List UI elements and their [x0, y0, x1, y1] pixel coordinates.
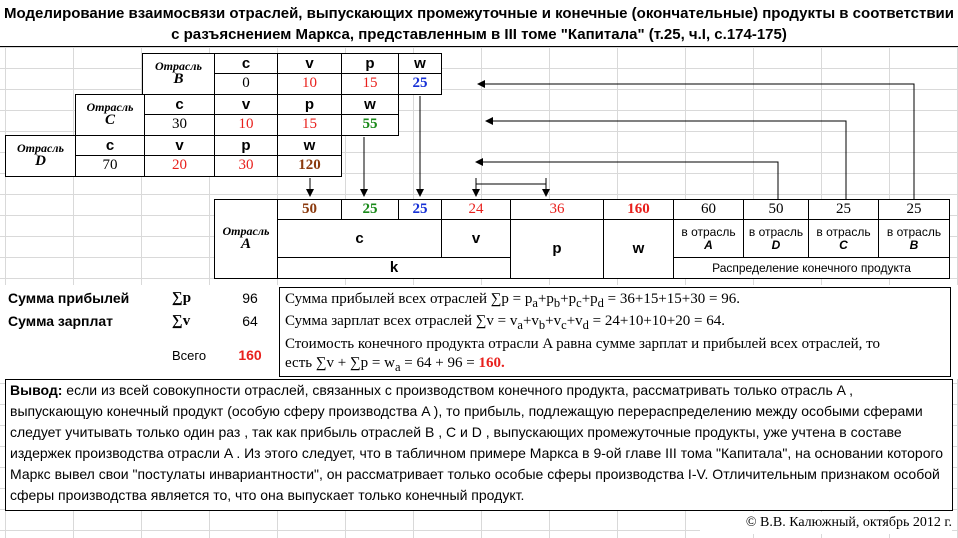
conclusion-text: если из всей совокупности отраслей, связанных с производством конечного продукта, рассматривать только отрасль A , выпускающую конечный продукт (особую сферу производства A ), то прибыль, подлежащую перераспределению между особыми сферами следует учитывать только один раз , так как прибыль отраслей B , C и D , выпускающих промежуточные продукты, уже учтена в составе издержек производства отрасли A . Из этого следует, что в табличном примере Маркса в 9-ой главе III тома "Капитала", на основании которого Маркс вывел свои "постулаты инвариантности", он рассматривает только особые сферы производства I-V. Отличительным признаком особой сферы производства является то, что она выпускает только конечный продукт. — [10, 382, 944, 503]
sector-a-top-6: 160 — [603, 199, 674, 220]
sector-d-value-c: 70 — [75, 155, 145, 177]
sector-d-header-w: w — [277, 135, 342, 156]
wage-sum-text: Сумма зарплат всех отраслей $\sum v = v_a+v_b+v_c+v_d = 24+10+10+20 = 64$. — [279, 310, 951, 334]
sector-a-top-5: 36 — [510, 199, 604, 220]
sector-a-top-10: 25 — [878, 199, 950, 220]
sector-a-top-9: 25 — [808, 199, 879, 220]
sector-a-top-2: 25 — [341, 199, 399, 220]
sector-c-value-p: 15 — [277, 114, 342, 136]
sector-b-name: B — [173, 71, 184, 88]
sector-a-top-4: 24 — [441, 199, 511, 220]
sector-a-k-label: k — [277, 257, 511, 279]
profit-sum-text: Сумма прибылей всех отраслей $\sum p = p_a+p_b+p_c+p_d = 36+15+15+30 = 96$. — [279, 287, 951, 311]
sector-c-label — [75, 94, 145, 136]
sector-c-header-p: p — [277, 94, 342, 115]
sector-b-header-p: p — [341, 53, 399, 74]
sector-d-value-w: 120 — [277, 155, 342, 177]
sector-b-header-v: v — [277, 53, 342, 74]
sector-b-label-word: Отрасль — [155, 58, 202, 73]
wage-sum-value: 64 — [242, 313, 258, 329]
sector-a-top-1: 50 — [277, 199, 342, 220]
arrow-a-to-b-row — [478, 84, 914, 199]
distribution-to-a — [673, 219, 744, 258]
sector-a-top-8: 50 — [743, 199, 809, 220]
sector-b-value-w: 25 — [398, 73, 442, 95]
sector-d-value-v: 20 — [144, 155, 215, 177]
distribution-to-c-name: C — [839, 237, 848, 252]
sector-b-value-v: 10 — [277, 73, 342, 95]
profit-sum-value: 96 — [242, 290, 258, 306]
sector-a-v-label: v — [441, 219, 511, 258]
copyright: © В.В. Калюжный, октябрь 2012 г. — [700, 512, 952, 534]
distribution-to-b — [878, 219, 950, 258]
profit-sum-label: Сумма прибылей — [8, 290, 130, 306]
sector-a-label — [214, 199, 278, 279]
sector-b-value-c: 0 — [214, 73, 278, 95]
sector-b-header-w: w — [398, 53, 442, 74]
sector-c-label-word: Отрасль — [86, 99, 134, 114]
sector-d-label-word: Отрасль — [17, 140, 64, 155]
total-text-result: 160. — [478, 355, 505, 371]
sector-d-name: D — [35, 153, 46, 170]
total-value: 160 — [238, 347, 262, 363]
wage-sum-label: Сумма зарплат — [8, 313, 114, 329]
conclusion-lead: Вывод: — [10, 382, 63, 398]
sector-d-header-c: c — [75, 135, 145, 156]
sector-d-label — [5, 135, 76, 177]
distribution-to-c — [808, 219, 879, 258]
sector-d-value-p: 30 — [214, 155, 278, 177]
sector-c-header-v: v — [214, 94, 278, 115]
sector-c-value-c: 30 — [144, 114, 215, 136]
distribution-to-d-name: D — [771, 237, 781, 252]
sector-c-name: C — [104, 112, 115, 129]
sector-d-header-p: p — [214, 135, 278, 156]
distribution-to-d — [743, 219, 809, 258]
distribution-to-a-prefix: в отрасль — [681, 224, 736, 239]
distribution-to-b-prefix: в отрасль — [886, 224, 942, 239]
sector-b-value-p: 15 — [341, 73, 399, 95]
distribution-to-d-prefix: в отрасль — [748, 224, 804, 239]
profit-sum-symbol: ∑p — [172, 290, 192, 306]
distribution-to-a-name: A — [704, 237, 713, 252]
sector-d-header-v: v — [144, 135, 215, 156]
sector-c-value-w: 55 — [341, 114, 399, 136]
sector-a-label-word: Отрасль — [222, 223, 270, 238]
arrow-a-to-d-row — [476, 162, 778, 199]
sector-a-p-label: p — [510, 219, 604, 279]
sector-b-label — [142, 53, 215, 95]
sector-a-c-label: c — [277, 219, 442, 258]
total-text-line-2: есть ∑v + ∑p = w — [285, 355, 395, 371]
distribution-label: Распределение конечного продукта — [673, 257, 950, 279]
profit-sum-text-lead: Сумма прибылей всех отраслей ∑p = p — [285, 291, 533, 307]
sector-c-header-w: w — [341, 94, 399, 115]
sector-a-w-label: w — [603, 219, 674, 279]
sector-c-value-v: 10 — [214, 114, 278, 136]
total-text: Стоимость конечного продукта отрасли A равна сумме зарплат и прибылей всех отраслей, то есть $\sum v + \sum p = w_a = 64 + 96 = 160$. — [279, 333, 951, 377]
sector-a-name: A — [240, 236, 251, 253]
wage-sum-symbol: ∑v — [172, 313, 191, 329]
arrow-a-to-c-row — [486, 121, 846, 199]
sector-b-header-c: c — [214, 53, 278, 74]
conclusion — [5, 379, 953, 511]
total-label: Всего — [172, 348, 207, 363]
total-text-line-1: Стоимость конечного продукта отрасли A равна сумме зарплат и прибылей всех отраслей, то — [285, 336, 881, 352]
sector-c-header-c: c — [144, 94, 215, 115]
sector-a-top-3: 25 — [398, 199, 442, 220]
sector-a-top-7: 60 — [673, 199, 744, 220]
total-text-line-3: = 64 + 96 = — [400, 355, 479, 371]
page-title: Моделирование взаимосвязи отраслей, выпускающих промежуточные и конечные (окончательные) продукты в соответствии с разъяснением Маркса, представленным в III томе "Капитала" (т.25, ч.I, с.174-175) — [0, 0, 958, 47]
distribution-to-c-prefix: в отрасль — [816, 224, 871, 239]
distribution-to-b-name: B — [909, 237, 919, 252]
